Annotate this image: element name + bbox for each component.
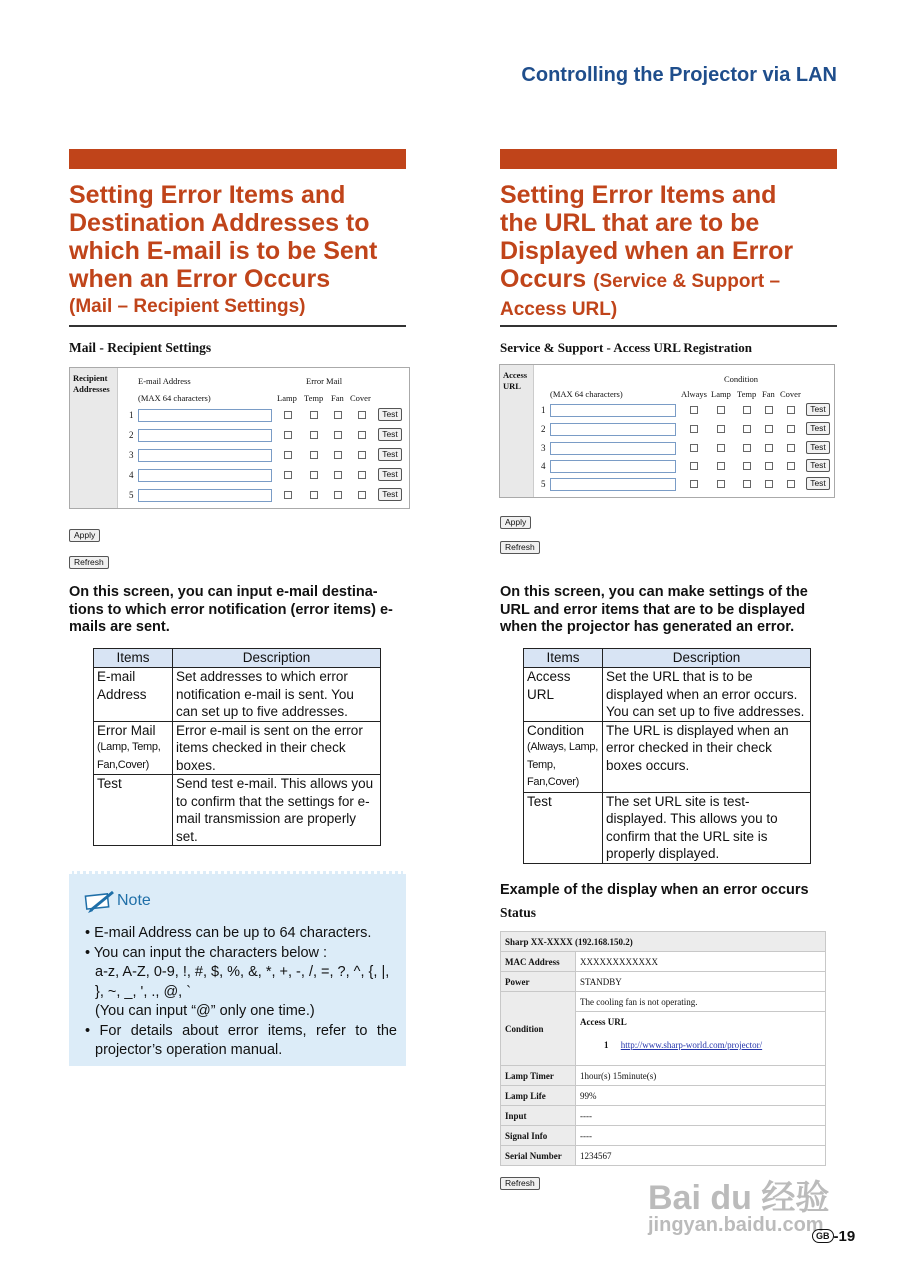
cover-checkbox[interactable] bbox=[787, 480, 795, 488]
section-bar-left bbox=[69, 149, 406, 169]
note-body bbox=[85, 924, 397, 1061]
desc-cell: Set addresses to which error notification e-mail is sent. You can set up to five addresses. bbox=[173, 668, 381, 722]
item-cell: Access URL bbox=[524, 668, 603, 722]
note-box bbox=[69, 871, 406, 1066]
fan-checkbox[interactable] bbox=[334, 471, 342, 479]
desc-cell: Send test e-mail. This allows you to confirm that the settings for e-mail transmission are properly set. bbox=[173, 775, 381, 846]
desc-cell: Error e-mail is sent on the error items checked in their check boxes. bbox=[173, 721, 381, 775]
test-button[interactable]: Test bbox=[806, 403, 830, 416]
title-line: Setting Error Items and bbox=[500, 181, 777, 209]
col-lamp-header: Lamp bbox=[277, 393, 297, 403]
title-line: Setting Error Items and bbox=[69, 181, 346, 209]
table-row bbox=[524, 721, 811, 792]
note-paren: (You can input “@” only one time.) bbox=[95, 1003, 315, 1019]
temp-checkbox[interactable] bbox=[743, 406, 751, 414]
url-field[interactable] bbox=[550, 423, 676, 436]
watermark-logo: Bai du 经验 bbox=[648, 1179, 830, 1217]
title-line: Destination Addresses to bbox=[69, 209, 370, 237]
col-always-header: Always bbox=[681, 389, 707, 399]
recipient-settings-panel bbox=[69, 367, 410, 509]
status-row: Condition The cooling fan is not operating. bbox=[501, 992, 826, 1012]
refresh-button[interactable]: Refresh bbox=[500, 541, 540, 554]
items-table-right bbox=[523, 648, 811, 864]
section-bar-right bbox=[500, 149, 837, 169]
recipient-row bbox=[70, 427, 409, 445]
lamp-checkbox[interactable] bbox=[284, 411, 292, 419]
temp-checkbox[interactable] bbox=[310, 411, 318, 419]
row-number: 5 bbox=[541, 479, 546, 489]
test-button[interactable]: Test bbox=[806, 422, 830, 435]
title-line: Occurs (Service & Support – bbox=[500, 265, 781, 293]
col-cover-header: Cover bbox=[780, 389, 801, 399]
temp-checkbox[interactable] bbox=[743, 480, 751, 488]
lamp-checkbox[interactable] bbox=[284, 451, 292, 459]
row-number: 2 bbox=[129, 430, 134, 440]
item-cell: Test bbox=[94, 775, 173, 846]
col-lamp-header: Lamp bbox=[711, 389, 731, 399]
note-chars: a-z, A-Z, 0-9, !, #, $, %, &, *, +, -, /, =, ?, ^, {, |, }, ~, _, ', ., @, ` bbox=[95, 964, 390, 1000]
cover-checkbox[interactable] bbox=[358, 471, 366, 479]
page-number: GB -19 bbox=[812, 1228, 855, 1245]
panel-side-label: Access URL bbox=[500, 365, 534, 497]
cover-checkbox[interactable] bbox=[787, 444, 795, 452]
url-row bbox=[500, 402, 834, 420]
apply-button[interactable]: Apply bbox=[69, 529, 100, 542]
col-max-header: (MAX 64 characters) bbox=[550, 389, 623, 399]
always-checkbox[interactable] bbox=[690, 444, 698, 452]
items-table-left bbox=[93, 648, 381, 846]
temp-checkbox[interactable] bbox=[743, 444, 751, 452]
row-number: 2 bbox=[541, 424, 546, 434]
row-number: 1 bbox=[541, 405, 546, 415]
table-row bbox=[524, 668, 811, 722]
desc-cell: Set the URL that is to be displayed when an error occurs. You can set up to five addresses. bbox=[603, 668, 811, 722]
status-row: Input ---- bbox=[501, 1106, 826, 1126]
test-button[interactable]: Test bbox=[378, 428, 402, 441]
table-header: Description bbox=[173, 649, 381, 668]
table-header: Items bbox=[524, 649, 603, 668]
recipient-row bbox=[70, 467, 409, 485]
title-rule bbox=[69, 325, 406, 327]
fan-checkbox[interactable] bbox=[765, 480, 773, 488]
fan-checkbox[interactable] bbox=[765, 406, 773, 414]
lamp-checkbox[interactable] bbox=[284, 431, 292, 439]
status-row: Signal Info ---- bbox=[501, 1126, 826, 1146]
lamp-checkbox[interactable] bbox=[717, 480, 725, 488]
lamp-checkbox[interactable] bbox=[284, 491, 292, 499]
status-refresh-button[interactable]: Refresh bbox=[500, 1177, 540, 1190]
url-row bbox=[500, 421, 834, 439]
cover-checkbox[interactable] bbox=[787, 406, 795, 414]
row-number: 3 bbox=[541, 443, 546, 453]
url-field[interactable] bbox=[550, 404, 676, 417]
access-url-link[interactable]: http://www.sharp-world.com/projector/ bbox=[620, 1040, 763, 1050]
panel-title: Mail - Recipient Settings bbox=[69, 340, 212, 355]
email-field[interactable] bbox=[138, 429, 272, 442]
page-header: Controlling the Projector via LAN bbox=[521, 64, 837, 86]
cover-checkbox[interactable] bbox=[787, 425, 795, 433]
desc-cell: The URL is displayed when an error checked in their check boxes occurs. bbox=[603, 721, 811, 792]
email-field[interactable] bbox=[138, 469, 272, 482]
cover-checkbox[interactable] bbox=[358, 411, 366, 419]
url-row bbox=[500, 440, 834, 458]
note-header: Note bbox=[83, 888, 151, 914]
row-number: 3 bbox=[129, 450, 134, 460]
url-field[interactable] bbox=[550, 460, 676, 473]
title-rule bbox=[500, 325, 837, 327]
title-line: the URL that are to be bbox=[500, 209, 760, 237]
table-row bbox=[94, 775, 381, 846]
email-field[interactable] bbox=[138, 489, 272, 502]
lamp-checkbox[interactable] bbox=[717, 444, 725, 452]
lamp-checkbox[interactable] bbox=[717, 406, 725, 414]
test-button[interactable]: Test bbox=[806, 441, 830, 454]
email-field[interactable] bbox=[138, 409, 272, 422]
item-cell: E-mail Address bbox=[94, 668, 173, 722]
status-title: Status bbox=[500, 905, 537, 920]
col-fan-header: Fan bbox=[762, 389, 775, 399]
title-line: when an Error Occurs bbox=[69, 265, 331, 293]
row-number: 1 bbox=[129, 410, 134, 420]
test-button[interactable]: Test bbox=[378, 488, 402, 501]
table-row bbox=[94, 721, 381, 775]
url-row bbox=[500, 476, 834, 494]
fan-checkbox[interactable] bbox=[334, 451, 342, 459]
col-error-header: Error Mail bbox=[306, 376, 343, 386]
access-url-panel bbox=[499, 364, 835, 498]
url-field[interactable] bbox=[550, 442, 676, 455]
section-title-left bbox=[69, 181, 414, 321]
cover-checkbox[interactable] bbox=[358, 451, 366, 459]
temp-checkbox[interactable] bbox=[310, 491, 318, 499]
col-temp-header: Temp bbox=[737, 389, 757, 399]
always-checkbox[interactable] bbox=[690, 406, 698, 414]
col-fan-header: Fan bbox=[331, 393, 344, 403]
always-checkbox[interactable] bbox=[690, 425, 698, 433]
table-header: Items bbox=[94, 649, 173, 668]
col-condition-header: Condition bbox=[724, 374, 759, 384]
col-temp-header: Temp bbox=[304, 393, 324, 403]
item-cell: Error Mail (Lamp, Temp, Fan,Cover) bbox=[94, 721, 173, 775]
access-url-label: Access URL bbox=[580, 1017, 627, 1027]
item-cell: Test bbox=[524, 792, 603, 863]
lamp-checkbox[interactable] bbox=[717, 462, 725, 470]
cover-checkbox[interactable] bbox=[358, 491, 366, 499]
table-row bbox=[94, 668, 381, 722]
status-row: Lamp Life 99% bbox=[501, 1086, 826, 1106]
temp-checkbox[interactable] bbox=[743, 462, 751, 470]
desc-cell: The set URL site is test-displayed. This allows you to confirm that the URL site is properly displayed. bbox=[603, 792, 811, 863]
intro-text-left: On this screen, you can input e-mail destina-tions to which error notification (error items) e-mails are sent. bbox=[69, 584, 393, 635]
lamp-checkbox[interactable] bbox=[717, 425, 725, 433]
test-button[interactable]: Test bbox=[806, 477, 830, 490]
watermark-url: jingyan.baidu.com bbox=[648, 1214, 824, 1236]
section-subtitle: (Mail – Recipient Settings) bbox=[69, 296, 306, 317]
note-item: • For details about error items, refer to the projector’s operation manual. bbox=[85, 1022, 397, 1058]
recipient-row bbox=[70, 447, 409, 465]
title-line: Displayed when an Error bbox=[500, 237, 794, 265]
table-header: Description bbox=[603, 649, 811, 668]
cover-checkbox[interactable] bbox=[358, 431, 366, 439]
status-row: Lamp Timer 1hour(s) 15minute(s) bbox=[501, 1066, 826, 1086]
status-row: Serial Number 1234567 bbox=[501, 1146, 826, 1166]
gb-badge: GB bbox=[812, 1229, 834, 1243]
section-subtitle: Access URL) bbox=[500, 299, 618, 320]
test-button[interactable]: Test bbox=[378, 408, 402, 421]
status-row: Access URL 1 http://www.sharp-world.com/projector/ bbox=[501, 1012, 826, 1066]
fan-checkbox[interactable] bbox=[334, 411, 342, 419]
title-line: which E-mail is to be Sent bbox=[69, 237, 378, 265]
col-max-header: (MAX 64 characters) bbox=[138, 393, 211, 403]
test-button[interactable]: Test bbox=[378, 448, 402, 461]
cover-checkbox[interactable] bbox=[787, 462, 795, 470]
row-number: 5 bbox=[129, 490, 134, 500]
fan-checkbox[interactable] bbox=[334, 431, 342, 439]
always-checkbox[interactable] bbox=[690, 462, 698, 470]
status-row: Power STANDBY bbox=[501, 972, 826, 992]
example-heading: Example of the display when an error occurs bbox=[500, 882, 809, 898]
temp-checkbox[interactable] bbox=[310, 451, 318, 459]
refresh-button[interactable]: Refresh bbox=[69, 556, 109, 569]
section-title-right bbox=[500, 181, 845, 324]
status-header-row: Sharp XX-XXXX (192.168.150.2) bbox=[501, 932, 826, 952]
status-table bbox=[500, 931, 826, 1166]
lamp-checkbox[interactable] bbox=[284, 471, 292, 479]
temp-checkbox[interactable] bbox=[743, 425, 751, 433]
test-button[interactable]: Test bbox=[378, 468, 402, 481]
url-field[interactable] bbox=[550, 478, 676, 491]
note-item: • E-mail Address can be up to 64 characters. bbox=[85, 925, 372, 941]
intro-text-right: On this screen, you can make settings of the URL and error items that are to be displayed when the projector has generated an error. bbox=[500, 584, 808, 635]
fan-checkbox[interactable] bbox=[334, 491, 342, 499]
row-number: 4 bbox=[129, 470, 134, 480]
col-email-header: E-mail Address bbox=[138, 376, 191, 386]
item-cell: Condition (Always, Lamp, Temp, Fan,Cover) bbox=[524, 721, 603, 792]
fan-checkbox[interactable] bbox=[765, 462, 773, 470]
recipient-row bbox=[70, 487, 409, 505]
always-checkbox[interactable] bbox=[690, 480, 698, 488]
panel-title: Service & Support - Access URL Registration bbox=[500, 340, 753, 355]
apply-button[interactable]: Apply bbox=[500, 516, 531, 529]
fan-checkbox[interactable] bbox=[765, 425, 773, 433]
pencil-icon bbox=[83, 888, 117, 914]
note-item: • You can input the characters below : bbox=[85, 944, 328, 961]
url-row bbox=[500, 458, 834, 476]
col-cover-header: Cover bbox=[350, 393, 371, 403]
recipient-row bbox=[70, 407, 409, 425]
fan-checkbox[interactable] bbox=[765, 444, 773, 452]
temp-checkbox[interactable] bbox=[310, 471, 318, 479]
panel-side-label: Recipient Addresses bbox=[70, 368, 118, 508]
temp-checkbox[interactable] bbox=[310, 431, 318, 439]
test-button[interactable]: Test bbox=[806, 459, 830, 472]
email-field[interactable] bbox=[138, 449, 272, 462]
table-row bbox=[524, 792, 811, 863]
status-row: MAC Address XXXXXXXXXXXX bbox=[501, 952, 826, 972]
row-number: 4 bbox=[541, 461, 546, 471]
